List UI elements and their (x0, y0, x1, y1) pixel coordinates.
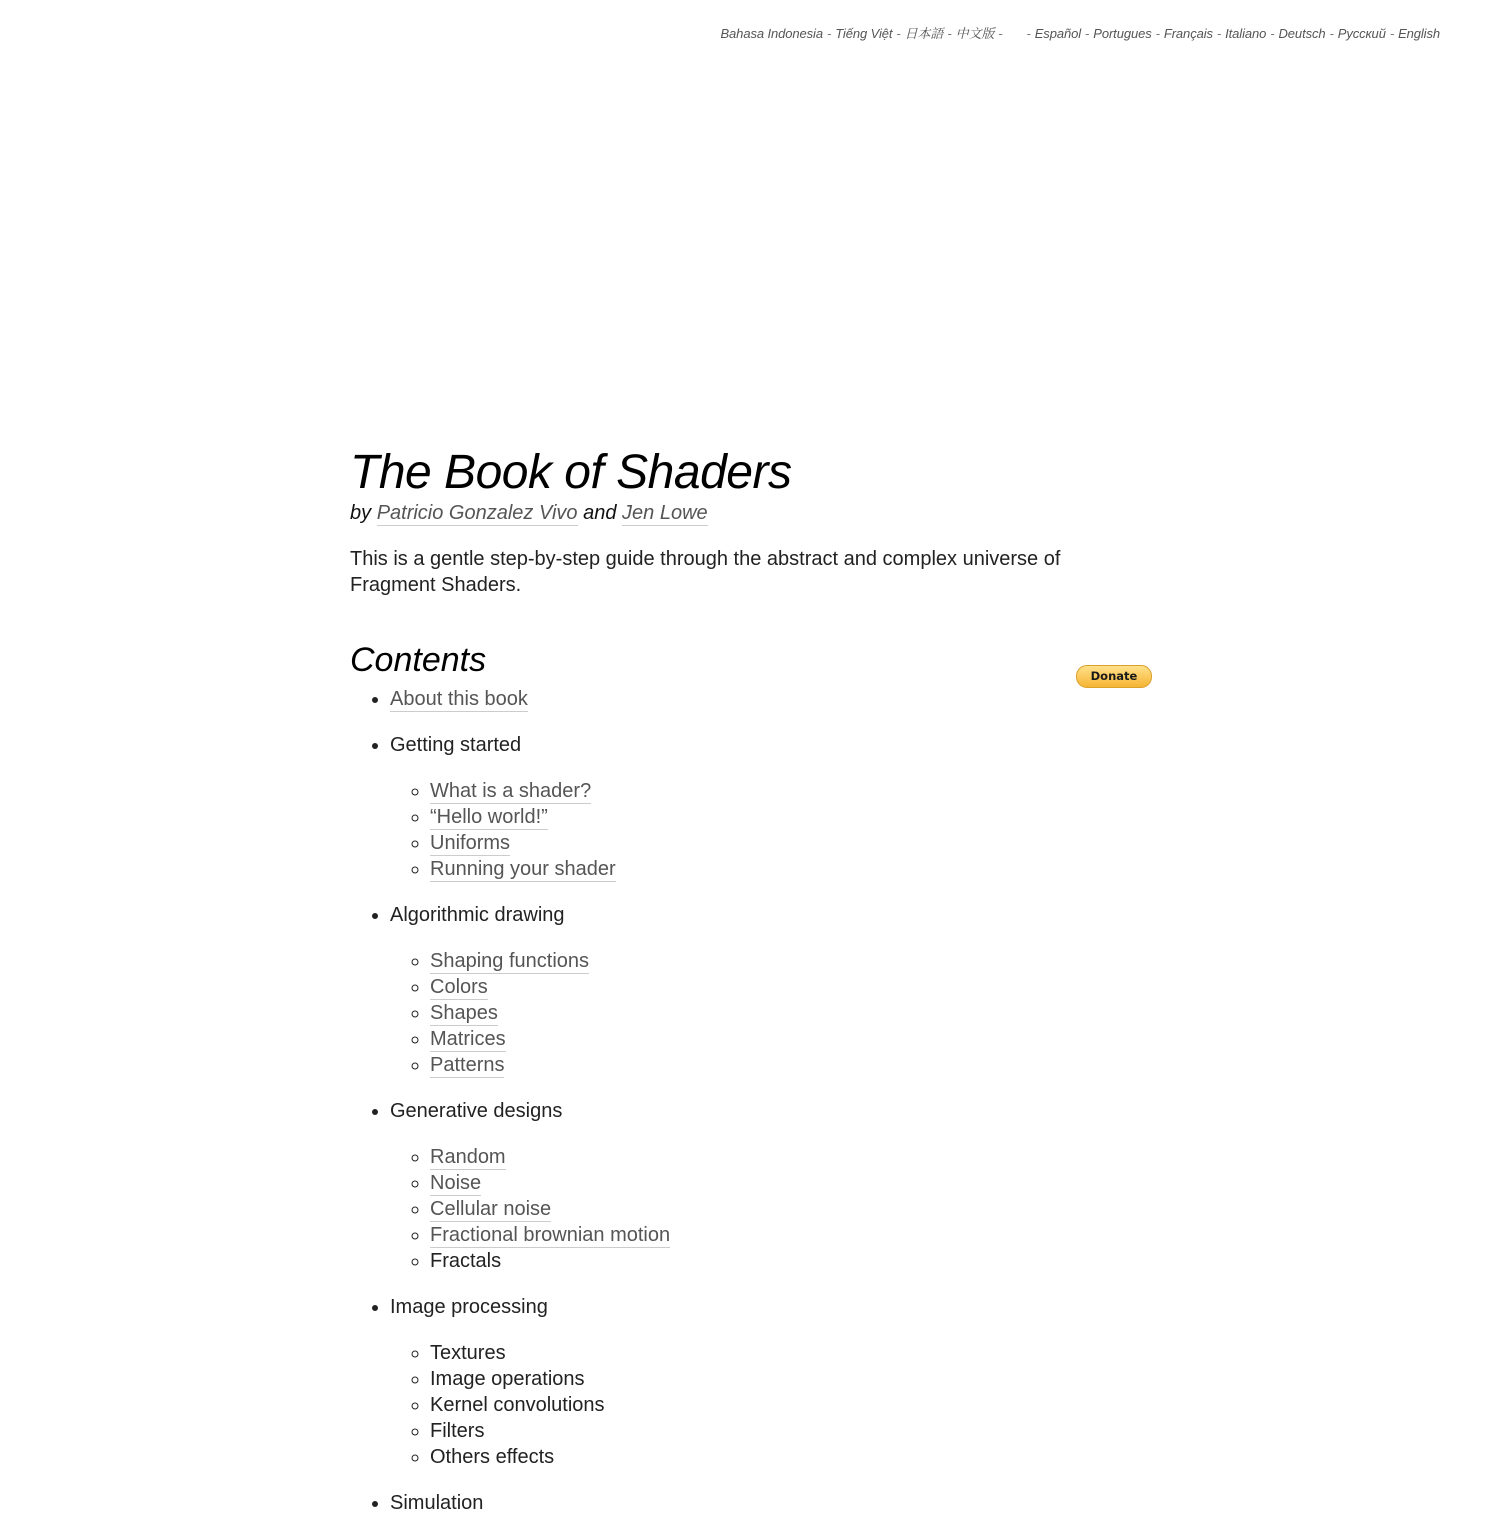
language-link[interactable]: Italiano (1225, 26, 1267, 41)
toc-subitem-fractional-brownian-motion (430, 1222, 1150, 1248)
language-separator: - (1155, 26, 1160, 41)
toc-subitem-filters (430, 1418, 1150, 1444)
toc-label: Fractals (430, 1250, 502, 1272)
language-link[interactable]: Русский (1337, 26, 1386, 41)
toc-label: Textures (430, 1342, 506, 1364)
language-link[interactable]: English (1398, 26, 1440, 41)
toc-link[interactable]: About this book (390, 688, 528, 710)
author-link-patricio[interactable]: Patricio Gonzalez Vivo (376, 502, 578, 524)
language-link[interactable]: Español (1034, 26, 1082, 41)
language-link[interactable]: 中文版 (955, 26, 995, 41)
toc-subitem-running-your-shader (430, 856, 1150, 882)
toc-label: Filters (430, 1420, 485, 1442)
toc-link[interactable]: Noise (430, 1172, 482, 1194)
language-separator: - (1389, 26, 1395, 41)
language-link[interactable]: 日本語 (904, 26, 944, 41)
toc-link[interactable]: Running your shader (430, 858, 616, 880)
byline-conjunction: and (583, 502, 617, 524)
toc-subitem-textures (430, 1340, 1150, 1366)
toc-link[interactable]: Matrices (430, 1028, 506, 1050)
toc-link[interactable]: Cellular noise (430, 1198, 552, 1220)
toc-link[interactable]: Random (430, 1146, 506, 1168)
language-separator: - (1216, 26, 1222, 41)
intro-paragraph: This is a gentle step-by-step guide through the abstract and complex universe of Fragment Shaders. (350, 548, 1061, 596)
toc-label: Algorithmic drawing (390, 904, 565, 926)
table-of-contents (350, 686, 1150, 1516)
toc-subitem-colors (430, 974, 1150, 1000)
toc-sublist (390, 1144, 1150, 1274)
toc-sublist (390, 948, 1150, 1078)
toc-label: Getting started (390, 734, 522, 756)
toc-subitem-what-is-a-shader (430, 778, 1150, 804)
language-separator: - (1026, 26, 1031, 41)
language-separator: - (1085, 26, 1090, 41)
byline-prefix: by (350, 502, 372, 524)
toc-subitem-shaping-functions (430, 948, 1150, 974)
toc-subitem-random (430, 1144, 1150, 1170)
toc-link[interactable]: Fractional brownian motion (430, 1224, 671, 1246)
toc-label: Others effects (430, 1446, 555, 1468)
toc-subitem-hello-world (430, 804, 1150, 830)
toc-label: Image processing (390, 1296, 548, 1318)
toc-item-simulation (390, 1490, 1150, 1516)
toc-sublist (390, 1340, 1150, 1470)
language-link[interactable]: Tiếng Việt (835, 26, 893, 41)
toc-link[interactable]: Patterns (430, 1054, 505, 1076)
toc-subitem-shapes (430, 1000, 1150, 1026)
toc-link[interactable]: Shapes (430, 1002, 498, 1024)
toc-item-image-processing (390, 1294, 1150, 1470)
toc-label: Kernel convolutions (430, 1394, 605, 1416)
toc-sublist (390, 778, 1150, 882)
language-bar (720, 23, 1440, 42)
toc-label: Generative designs (390, 1100, 563, 1122)
toc-subitem-matrices (430, 1026, 1150, 1052)
toc-subitem-fractals (430, 1248, 1150, 1274)
toc-subitem-cellular-noise (430, 1196, 1150, 1222)
toc-link[interactable]: What is a shader? (430, 780, 592, 802)
language-link[interactable]: Français (1163, 26, 1213, 41)
language-separator: - (826, 26, 832, 41)
language-link[interactable]: Portugues (1093, 26, 1152, 41)
toc-item-algorithmic-drawing (390, 902, 1150, 1078)
byline (350, 500, 1150, 526)
toc-label: Image operations (430, 1368, 585, 1390)
donate-button[interactable]: Donate (1076, 665, 1152, 688)
toc-item-generative-designs (390, 1098, 1150, 1274)
toc-subitem-noise (430, 1170, 1150, 1196)
language-link[interactable]: Deutsch (1278, 26, 1326, 41)
language-separator: - (1270, 26, 1275, 41)
author-link-jen[interactable]: Jen Lowe (622, 502, 708, 524)
toc-item-getting-started (390, 732, 1150, 882)
language-separator: - (1329, 26, 1334, 41)
language-separator: - (998, 26, 1003, 41)
toc-item-about-this-book (390, 686, 1150, 712)
toc-subitem-image-operations (430, 1366, 1150, 1392)
toc-link[interactable]: Uniforms (430, 832, 511, 854)
toc-subitem-kernel-convolutions (430, 1392, 1150, 1418)
language-separator: - (896, 26, 901, 41)
language-link[interactable]: Bahasa Indonesia (720, 26, 823, 41)
main-content (350, 443, 1150, 1516)
toc-link[interactable]: Shaping functions (430, 950, 590, 972)
contents-heading: Contents (350, 641, 487, 679)
toc-subitem-others-effects (430, 1444, 1150, 1470)
toc-label: Simulation (390, 1492, 484, 1514)
toc-subitem-uniforms (430, 830, 1150, 856)
page-title: The Book of Shaders (350, 446, 792, 499)
toc-link[interactable]: “Hello world!” (430, 806, 548, 828)
language-separator: - (947, 26, 952, 41)
toc-link[interactable]: Colors (430, 976, 488, 998)
toc-subitem-patterns (430, 1052, 1150, 1078)
